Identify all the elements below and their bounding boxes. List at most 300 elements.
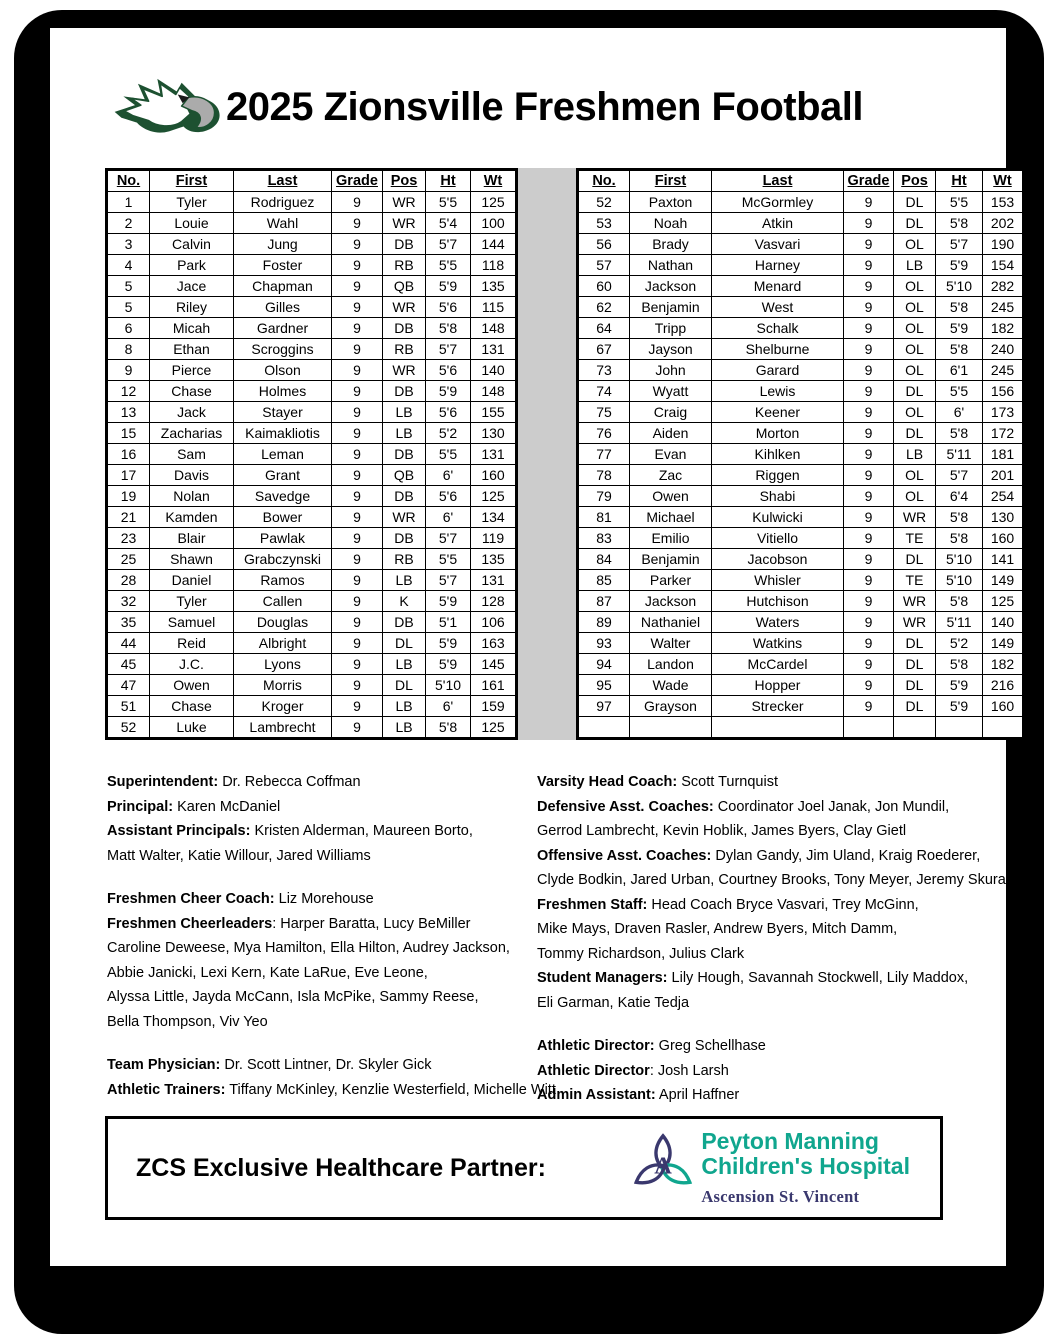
- staff-line: Abbie Janicki, Lexi Kern, Kate LaRue, Eve Leone,: [107, 964, 428, 981]
- roster-cell: Blair: [150, 528, 234, 549]
- roster-cell: 76: [578, 423, 630, 444]
- table-row: [107, 381, 517, 402]
- roster-cell: DL: [894, 696, 936, 717]
- roster-cell: 5'5: [936, 192, 983, 213]
- roster-cell: Calvin: [150, 234, 234, 255]
- roster-cell: DB: [383, 612, 426, 633]
- roster-cell: Lewis: [712, 381, 844, 402]
- staff-line: Clyde Bodkin, Jared Urban, Courtney Brooks, Tony Meyer, Jeremy Skura: [537, 872, 1006, 888]
- roster-cell: 9: [844, 465, 894, 486]
- roster-cell: Albright: [234, 633, 332, 654]
- roster-cell: 9: [844, 339, 894, 360]
- roster-cell: 254: [983, 486, 1024, 507]
- roster-cell: 9: [332, 528, 383, 549]
- roster-cell: Shelburne: [712, 339, 844, 360]
- roster-cell: 57: [578, 255, 630, 276]
- roster-cell: 9: [332, 675, 383, 696]
- roster-cell: 9: [332, 339, 383, 360]
- roster-cell: Grant: [234, 465, 332, 486]
- roster-cell: 9: [332, 696, 383, 717]
- roster-cell: 9: [844, 444, 894, 465]
- roster-cell: 93: [578, 633, 630, 654]
- roster-cell: Owen: [630, 486, 712, 507]
- roster-cell: J.C.: [150, 654, 234, 675]
- staff-line: Varsity Head Coach: Scott Turnquist: [537, 774, 778, 790]
- roster-cell: 35: [107, 612, 150, 633]
- roster-cell: 6': [426, 507, 471, 528]
- table-row: [578, 444, 1024, 465]
- roster-cell: RB: [383, 549, 426, 570]
- roster-cell: Douglas: [234, 612, 332, 633]
- roster-cell: OL: [894, 486, 936, 507]
- roster-cell: 5'5: [426, 192, 471, 213]
- roster-cell: 5'2: [936, 633, 983, 654]
- roster-cell: 94: [578, 654, 630, 675]
- roster-cell: 16: [107, 444, 150, 465]
- roster-cell: 9: [332, 549, 383, 570]
- roster-cell: 13: [107, 402, 150, 423]
- roster-cell: OL: [894, 234, 936, 255]
- roster-cell: 19: [107, 486, 150, 507]
- roster-cell: 3: [107, 234, 150, 255]
- roster-cell: 9: [332, 213, 383, 234]
- roster-cell: 6': [426, 465, 471, 486]
- roster-cell: Owen: [150, 675, 234, 696]
- roster-cell: Luke: [150, 717, 234, 739]
- staff-line: Freshmen Staff: Head Coach Bryce Vasvari, Trey McGinn,: [537, 896, 919, 913]
- roster-cell: 130: [471, 423, 517, 444]
- table-row: [107, 486, 517, 507]
- column-header: Pos: [894, 170, 936, 192]
- roster-cell: 173: [983, 402, 1024, 423]
- staff-role-label: Athletic Trainers:: [107, 1081, 226, 1098]
- header: [50, 28, 1006, 158]
- table-row: [578, 675, 1024, 696]
- roster-cell: 131: [471, 570, 517, 591]
- header-row: [578, 170, 1024, 192]
- page-frame: [14, 10, 1044, 1334]
- roster-cell: 153: [983, 192, 1024, 213]
- roster-cell: Grayson: [630, 696, 712, 717]
- staff-role-label: Team Physician:: [107, 1057, 221, 1073]
- column-header: Ht: [426, 170, 471, 192]
- staff-column-left: [107, 770, 556, 1102]
- roster-cell: DL: [894, 549, 936, 570]
- roster-cell: 145: [471, 654, 517, 675]
- roster-cell: 6': [426, 696, 471, 717]
- roster-cell: 134: [471, 507, 517, 528]
- column-header: Last: [712, 170, 844, 192]
- roster-cell: 52: [578, 192, 630, 213]
- staff-line: Offensive Asst. Coaches: Dylan Gandy, Jim Uland, Kraig Roederer,: [537, 847, 981, 864]
- roster-cell: 5'9: [426, 633, 471, 654]
- roster-cell: LB: [383, 717, 426, 739]
- roster-cell: Morris: [234, 675, 332, 696]
- roster-cell: Olson: [234, 360, 332, 381]
- roster-cell: 73: [578, 360, 630, 381]
- roster-cell: 5'9: [936, 255, 983, 276]
- roster-cell: 128: [471, 591, 517, 612]
- roster-cell: RB: [383, 339, 426, 360]
- roster-cell: DL: [894, 423, 936, 444]
- roster-cell: DB: [383, 528, 426, 549]
- svg-text:A: A: [654, 1152, 673, 1180]
- roster-cell: LB: [383, 654, 426, 675]
- roster-cell: Gardner: [234, 318, 332, 339]
- roster-cell: 100: [471, 213, 517, 234]
- roster-cell: RB: [383, 255, 426, 276]
- staff-line: Tommy Richardson, Julius Clark: [537, 945, 745, 962]
- roster-cell: McGormley: [712, 192, 844, 213]
- roster-cell: Kihlken: [712, 444, 844, 465]
- roster-cell: 21: [107, 507, 150, 528]
- staff-line: Athletic Director: Josh Larsh: [537, 1062, 729, 1079]
- roster-cell: DL: [894, 654, 936, 675]
- roster-cell: 119: [471, 528, 517, 549]
- roster-cell: 89: [578, 612, 630, 633]
- roster-cell: 9: [844, 486, 894, 507]
- roster-cell: 163: [471, 633, 517, 654]
- roster-cell: 6: [107, 318, 150, 339]
- table-row: [107, 612, 517, 633]
- roster-cell: Hutchison: [712, 591, 844, 612]
- roster-cell: Chapman: [234, 276, 332, 297]
- roster-cell: OL: [894, 360, 936, 381]
- roster-cell: 6'4: [936, 486, 983, 507]
- roster-cell: 8: [107, 339, 150, 360]
- roster-cell: 9: [332, 654, 383, 675]
- roster-cell: 5'5: [426, 549, 471, 570]
- staff-role-label: Superintendent:: [107, 774, 219, 790]
- column-header: Grade: [844, 170, 894, 192]
- roster-cell: WR: [383, 192, 426, 213]
- table-row: [107, 213, 517, 234]
- roster-cell: 140: [471, 360, 517, 381]
- roster-cell: 97: [578, 696, 630, 717]
- roster-cell: Harney: [712, 255, 844, 276]
- column-header: Pos: [383, 170, 426, 192]
- roster-cell: Brady: [630, 234, 712, 255]
- roster-cell: WR: [383, 507, 426, 528]
- roster-cell: Gilles: [234, 297, 332, 318]
- roster-cell: LB: [894, 444, 936, 465]
- roster-cell: 51: [107, 696, 150, 717]
- roster-cell: 5'9: [936, 318, 983, 339]
- roster-cell: Vitiello: [712, 528, 844, 549]
- roster-cell: 216: [983, 675, 1024, 696]
- table-row: [578, 696, 1024, 717]
- roster-cell: Vasvari: [712, 234, 844, 255]
- roster-cell: DB: [383, 486, 426, 507]
- roster-cell: 5'8: [936, 213, 983, 234]
- roster-cell: 5'6: [426, 360, 471, 381]
- roster-cell: Paxton: [630, 192, 712, 213]
- staff-line: Assistant Principals: Kristen Alderman, Maureen Borto,: [107, 823, 473, 839]
- roster-cell: Zacharias: [150, 423, 234, 444]
- roster-cell: 9: [332, 402, 383, 423]
- table-row: [107, 591, 517, 612]
- roster-cell: 45: [107, 654, 150, 675]
- roster-cell: 78: [578, 465, 630, 486]
- staff-spacer: [107, 868, 537, 887]
- table-row: [578, 612, 1024, 633]
- roster-cell: 9: [332, 486, 383, 507]
- roster-cell: DB: [383, 234, 426, 255]
- roster-cell: 5'7: [426, 528, 471, 549]
- roster-cell: 131: [471, 339, 517, 360]
- table-row: [578, 276, 1024, 297]
- roster-cell: Tripp: [630, 318, 712, 339]
- roster-cell: 9: [844, 255, 894, 276]
- roster-cell: Hopper: [712, 675, 844, 696]
- table-row: [578, 528, 1024, 549]
- roster-cell: 17: [107, 465, 150, 486]
- roster-cell: 160: [983, 696, 1024, 717]
- table-row: [107, 465, 517, 486]
- roster-cell: [894, 717, 936, 739]
- roster-cell: 9: [844, 423, 894, 444]
- roster-cell: Nathan: [630, 255, 712, 276]
- roster-cell: Walter: [630, 633, 712, 654]
- column-header: First: [630, 170, 712, 192]
- roster-cell: OL: [894, 297, 936, 318]
- roster-cell: 9: [332, 234, 383, 255]
- roster-cell: Scroggins: [234, 339, 332, 360]
- table-row: [578, 360, 1024, 381]
- roster-cell: Jackson: [630, 591, 712, 612]
- hospital-name-line2: Children's Hospital: [701, 1153, 910, 1179]
- staff-line: Team Physician: Dr. Scott Lintner, Dr. Skyler Gick: [107, 1057, 432, 1073]
- roster-cell: Savedge: [234, 486, 332, 507]
- roster-cell: Samuel: [150, 612, 234, 633]
- roster-cell: Sam: [150, 444, 234, 465]
- roster-cell: OL: [894, 276, 936, 297]
- roster-cell: [630, 717, 712, 739]
- roster-cell: 5'6: [426, 486, 471, 507]
- staff-role-label: Freshmen Cheer Coach:: [107, 891, 275, 907]
- roster-cell: Nathaniel: [630, 612, 712, 633]
- roster-cell: 5'10: [426, 675, 471, 696]
- roster-cell: DB: [383, 318, 426, 339]
- roster-table-right: [576, 168, 1025, 740]
- roster-cell: 9: [844, 381, 894, 402]
- roster-cell: 74: [578, 381, 630, 402]
- roster-cell: Tyler: [150, 591, 234, 612]
- roster-cell: 9: [844, 654, 894, 675]
- roster-cell: Lyons: [234, 654, 332, 675]
- column-header: Wt: [471, 170, 517, 192]
- ascension-symbol-icon: [633, 1131, 693, 1197]
- roster-cell: 6': [936, 402, 983, 423]
- roster-cell: 9: [332, 633, 383, 654]
- roster-cell: 9: [844, 297, 894, 318]
- roster-cell: DL: [894, 192, 936, 213]
- roster-cell: 9: [844, 675, 894, 696]
- partner-label: ZCS Exclusive Healthcare Partner:: [136, 1153, 546, 1182]
- roster-cell: 87: [578, 591, 630, 612]
- roster-cell: 5'5: [936, 381, 983, 402]
- roster-cell: 201: [983, 465, 1024, 486]
- table-row: [107, 318, 517, 339]
- roster-cell: 52: [107, 717, 150, 739]
- roster-cell: 190: [983, 234, 1024, 255]
- roster-cell: 245: [983, 360, 1024, 381]
- table-row: [578, 402, 1024, 423]
- staff-line: Admin Assistant: April Haffner: [537, 1087, 740, 1103]
- roster-cell: 2: [107, 213, 150, 234]
- roster-cell: Aiden: [630, 423, 712, 444]
- roster-cell: 9: [332, 507, 383, 528]
- roster-cell: 149: [983, 570, 1024, 591]
- roster-cell: 9: [844, 549, 894, 570]
- roster-cell: Park: [150, 255, 234, 276]
- roster-cell: 79: [578, 486, 630, 507]
- roster-cell: Michael: [630, 507, 712, 528]
- roster-cell: WR: [894, 591, 936, 612]
- staff-spacer: [107, 1034, 537, 1053]
- table-row: [107, 423, 517, 444]
- eagle-logo-icon: [110, 76, 228, 142]
- roster-cell: 245: [983, 297, 1024, 318]
- roster-cell: Waters: [712, 612, 844, 633]
- roster-cell: 9: [332, 318, 383, 339]
- roster-cell: 182: [983, 318, 1024, 339]
- table-row: [578, 486, 1024, 507]
- roster-cell: 5'6: [426, 402, 471, 423]
- staff-role-label: Freshmen Staff:: [537, 896, 648, 913]
- roster-cell: OL: [894, 465, 936, 486]
- roster-cell: 84: [578, 549, 630, 570]
- roster-cell: 161: [471, 675, 517, 696]
- roster-cell: 64: [578, 318, 630, 339]
- table-row: [578, 591, 1024, 612]
- hospital-logo-text: [701, 1129, 910, 1207]
- staff-line: Matt Walter, Katie Willour, Jared Williams: [107, 847, 371, 864]
- roster-cell: WR: [383, 360, 426, 381]
- roster-cell: LB: [894, 255, 936, 276]
- roster-cell: 172: [983, 423, 1024, 444]
- table-row: [578, 423, 1024, 444]
- roster-cell: 9: [332, 444, 383, 465]
- column-header: No.: [107, 170, 150, 192]
- document-page: [50, 28, 1015, 1266]
- roster-cell: 47: [107, 675, 150, 696]
- roster-cell: Ethan: [150, 339, 234, 360]
- roster-cell: 9: [332, 192, 383, 213]
- roster-cell: Menard: [712, 276, 844, 297]
- table-row: [578, 297, 1024, 318]
- roster-cell: 202: [983, 213, 1024, 234]
- roster-cell: 135: [471, 549, 517, 570]
- roster-cell: 9: [844, 192, 894, 213]
- roster-cell: Riley: [150, 297, 234, 318]
- roster-tables: [105, 168, 1025, 740]
- table-row: [578, 234, 1024, 255]
- roster-cell: 148: [471, 318, 517, 339]
- table-row: [107, 717, 517, 739]
- roster-cell: 5'10: [936, 570, 983, 591]
- roster-cell: 9: [844, 528, 894, 549]
- roster-cell: 144: [471, 234, 517, 255]
- roster-cell: 5'9: [426, 654, 471, 675]
- roster-cell: 9: [332, 297, 383, 318]
- staff-line: Alyssa Little, Jayda McCann, Isla McPike, Sammy Reese,: [107, 989, 479, 1005]
- roster-cell: Jack: [150, 402, 234, 423]
- roster-cell: 130: [983, 507, 1024, 528]
- roster-cell: 9: [844, 591, 894, 612]
- roster-cell: 149: [983, 633, 1024, 654]
- roster-cell: Riggen: [712, 465, 844, 486]
- hospital-name-line1: Peyton Manning: [701, 1128, 879, 1154]
- roster-cell: 15: [107, 423, 150, 444]
- roster-cell: Leman: [234, 444, 332, 465]
- roster-cell: 44: [107, 633, 150, 654]
- roster-cell: 9: [844, 696, 894, 717]
- roster-cell: 85: [578, 570, 630, 591]
- roster-cell: 5'8: [936, 339, 983, 360]
- roster-cell: Whisler: [712, 570, 844, 591]
- roster-cell: Zac: [630, 465, 712, 486]
- roster-table-left: [105, 168, 518, 740]
- column-header: Grade: [332, 170, 383, 192]
- roster-cell: 5: [107, 276, 150, 297]
- table-row: [107, 696, 517, 717]
- roster-cell: 83: [578, 528, 630, 549]
- table-row: [107, 654, 517, 675]
- roster-cell: Wade: [630, 675, 712, 696]
- table-row: [107, 234, 517, 255]
- healthcare-partner-banner: [105, 1116, 943, 1220]
- roster-cell: 56: [578, 234, 630, 255]
- roster-cell: 5'9: [936, 675, 983, 696]
- staff-line: Athletic Director: Greg Schellhase: [537, 1038, 766, 1054]
- roster-cell: Evan: [630, 444, 712, 465]
- roster-cell: 25: [107, 549, 150, 570]
- roster-cell: TE: [894, 528, 936, 549]
- roster-cell: Daniel: [150, 570, 234, 591]
- table-row: [107, 444, 517, 465]
- roster-cell: WR: [383, 213, 426, 234]
- roster-cell: Shabi: [712, 486, 844, 507]
- staff-line: Freshmen Cheerleaders: Harper Baratta, Lucy BeMiller: [107, 915, 471, 932]
- roster-cell: 62: [578, 297, 630, 318]
- roster-cell: 6'1: [936, 360, 983, 381]
- column-header: Wt: [983, 170, 1024, 192]
- roster-cell: 282: [983, 276, 1024, 297]
- roster-cell: Holmes: [234, 381, 332, 402]
- roster-cell: 5'9: [426, 276, 471, 297]
- roster-cell: [983, 717, 1024, 739]
- roster-cell: [578, 717, 630, 739]
- roster-cell: LB: [383, 570, 426, 591]
- roster-cell: Wyatt: [630, 381, 712, 402]
- roster-cell: 4: [107, 255, 150, 276]
- roster-cell: 28: [107, 570, 150, 591]
- roster-cell: DL: [894, 381, 936, 402]
- roster-cell: 5: [107, 297, 150, 318]
- roster-cell: 182: [983, 654, 1024, 675]
- roster-cell: DL: [894, 213, 936, 234]
- staff-line: Mike Mays, Draven Rasler, Andrew Byers, Mitch Damm,: [537, 921, 898, 937]
- table-divider: [518, 168, 576, 740]
- roster-cell: Jayson: [630, 339, 712, 360]
- hospital-logo: [633, 1129, 910, 1207]
- roster-cell: LB: [383, 423, 426, 444]
- roster-cell: 156: [983, 381, 1024, 402]
- table-row: [578, 549, 1024, 570]
- roster-cell: Garard: [712, 360, 844, 381]
- roster-cell: 125: [471, 717, 517, 739]
